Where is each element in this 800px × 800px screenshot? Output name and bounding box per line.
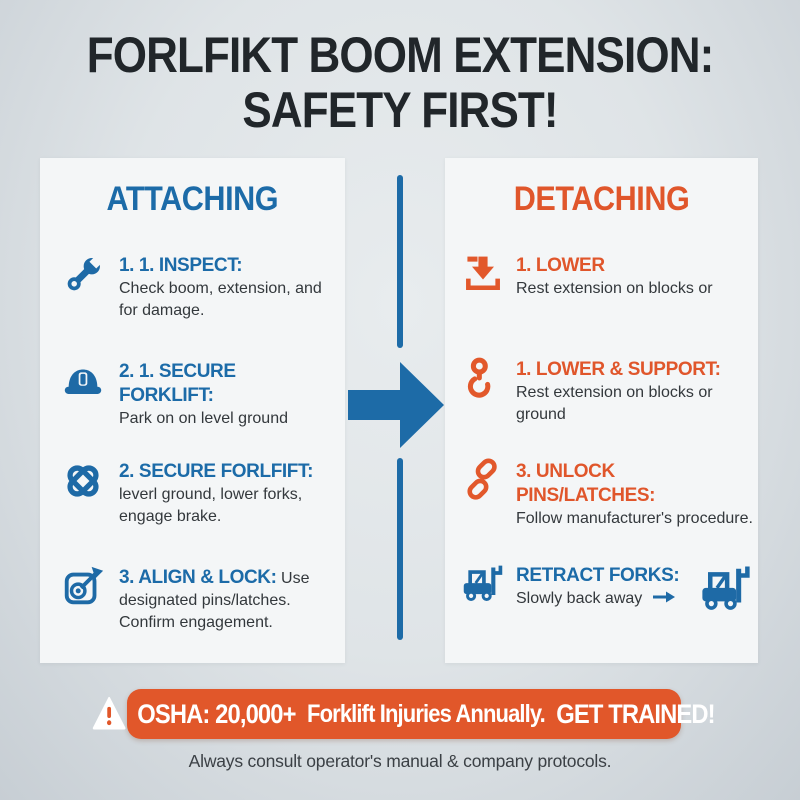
warning-triangle-icon	[93, 696, 126, 732]
attaching-heading: ATTACHING	[106, 180, 279, 218]
step-title: RETRACT FORKS:	[516, 565, 680, 586]
step-body: Rest extension on blocks or	[516, 280, 713, 297]
wrench-icon	[60, 252, 106, 298]
step-title: 2. 1. SECURE FORKLIFT:	[119, 361, 236, 406]
step-text	[119, 252, 333, 322]
divider-line-top	[397, 175, 403, 348]
attach-step-inspect	[60, 252, 333, 322]
step-body: Rest extension on blocks or ground	[516, 384, 713, 423]
attach-step-align-lock	[60, 564, 333, 634]
step-text	[516, 356, 753, 426]
flow-arrow-icon	[348, 362, 444, 448]
osha-banner-content	[93, 696, 715, 732]
step-text	[119, 358, 333, 430]
step-title: 1. LOWER & SUPPORT:	[516, 359, 721, 380]
step-body: Follow manufacturer's procedure.	[516, 510, 753, 527]
step-title: 3. ALIGN & LOCK:	[119, 567, 277, 588]
step-title: 3. UNLOCK PINS/LATCHES:	[516, 461, 656, 506]
banner-osha-stat: OSHA: 20,000+	[137, 698, 297, 729]
right-arrow-icon	[653, 591, 675, 603]
detach-step-unlock	[461, 458, 753, 530]
divider-line-bottom	[397, 458, 403, 640]
page-title-text	[87, 28, 714, 138]
step-body: Check boom, extension, and for damage.	[119, 280, 322, 319]
hard-hat-icon	[60, 358, 106, 404]
osha-warning-banner	[127, 689, 716, 739]
lower-arrow-icon	[461, 252, 505, 296]
detach-step-lower	[461, 252, 753, 300]
hook-icon	[461, 356, 505, 400]
step-text	[119, 564, 333, 634]
step-text	[119, 458, 333, 528]
broken-link-icon	[461, 458, 505, 502]
attaching-panel	[40, 158, 345, 663]
footer-disclaimer: Always consult operator's manual & company protocols.	[188, 751, 612, 771]
step-text	[516, 562, 688, 610]
step-text	[516, 458, 753, 530]
align-target-icon	[60, 564, 106, 610]
step-title: 1. LOWER	[516, 255, 605, 276]
step-title: 1. 1. INSPECT:	[119, 255, 243, 276]
step-body: Park on on level ground	[119, 410, 288, 427]
detaching-heading: DETACHING	[513, 180, 690, 218]
step-text	[516, 252, 753, 300]
banner-injuries-text: Forklift Injuries Annually.	[307, 699, 546, 728]
chain-links-icon	[60, 458, 106, 504]
detach-step-retract	[461, 562, 753, 610]
banner-get-trained: GET TRAINED!	[556, 698, 716, 729]
page-title-line2: SAFETY FIRST!	[242, 82, 558, 138]
attach-step-secure-forklift	[60, 358, 333, 430]
page-title	[0, 28, 800, 138]
step-title: 2. SECURE FORLFIFT:	[119, 461, 314, 482]
page-title-line1: FORLFIKT BOOM EXTENSION:	[86, 27, 714, 83]
forklift-icon	[461, 562, 505, 606]
detach-step-lower-support	[461, 356, 753, 426]
step-body: leverl ground, lower forks, engage brake.	[119, 486, 303, 525]
step-body: Use designated pins/latches. Confirm engagement.	[119, 570, 310, 631]
attach-step-secure	[60, 458, 333, 528]
forklift-icon	[699, 562, 753, 616]
detaching-panel	[445, 158, 758, 663]
step-body: Slowly back away	[516, 590, 643, 607]
